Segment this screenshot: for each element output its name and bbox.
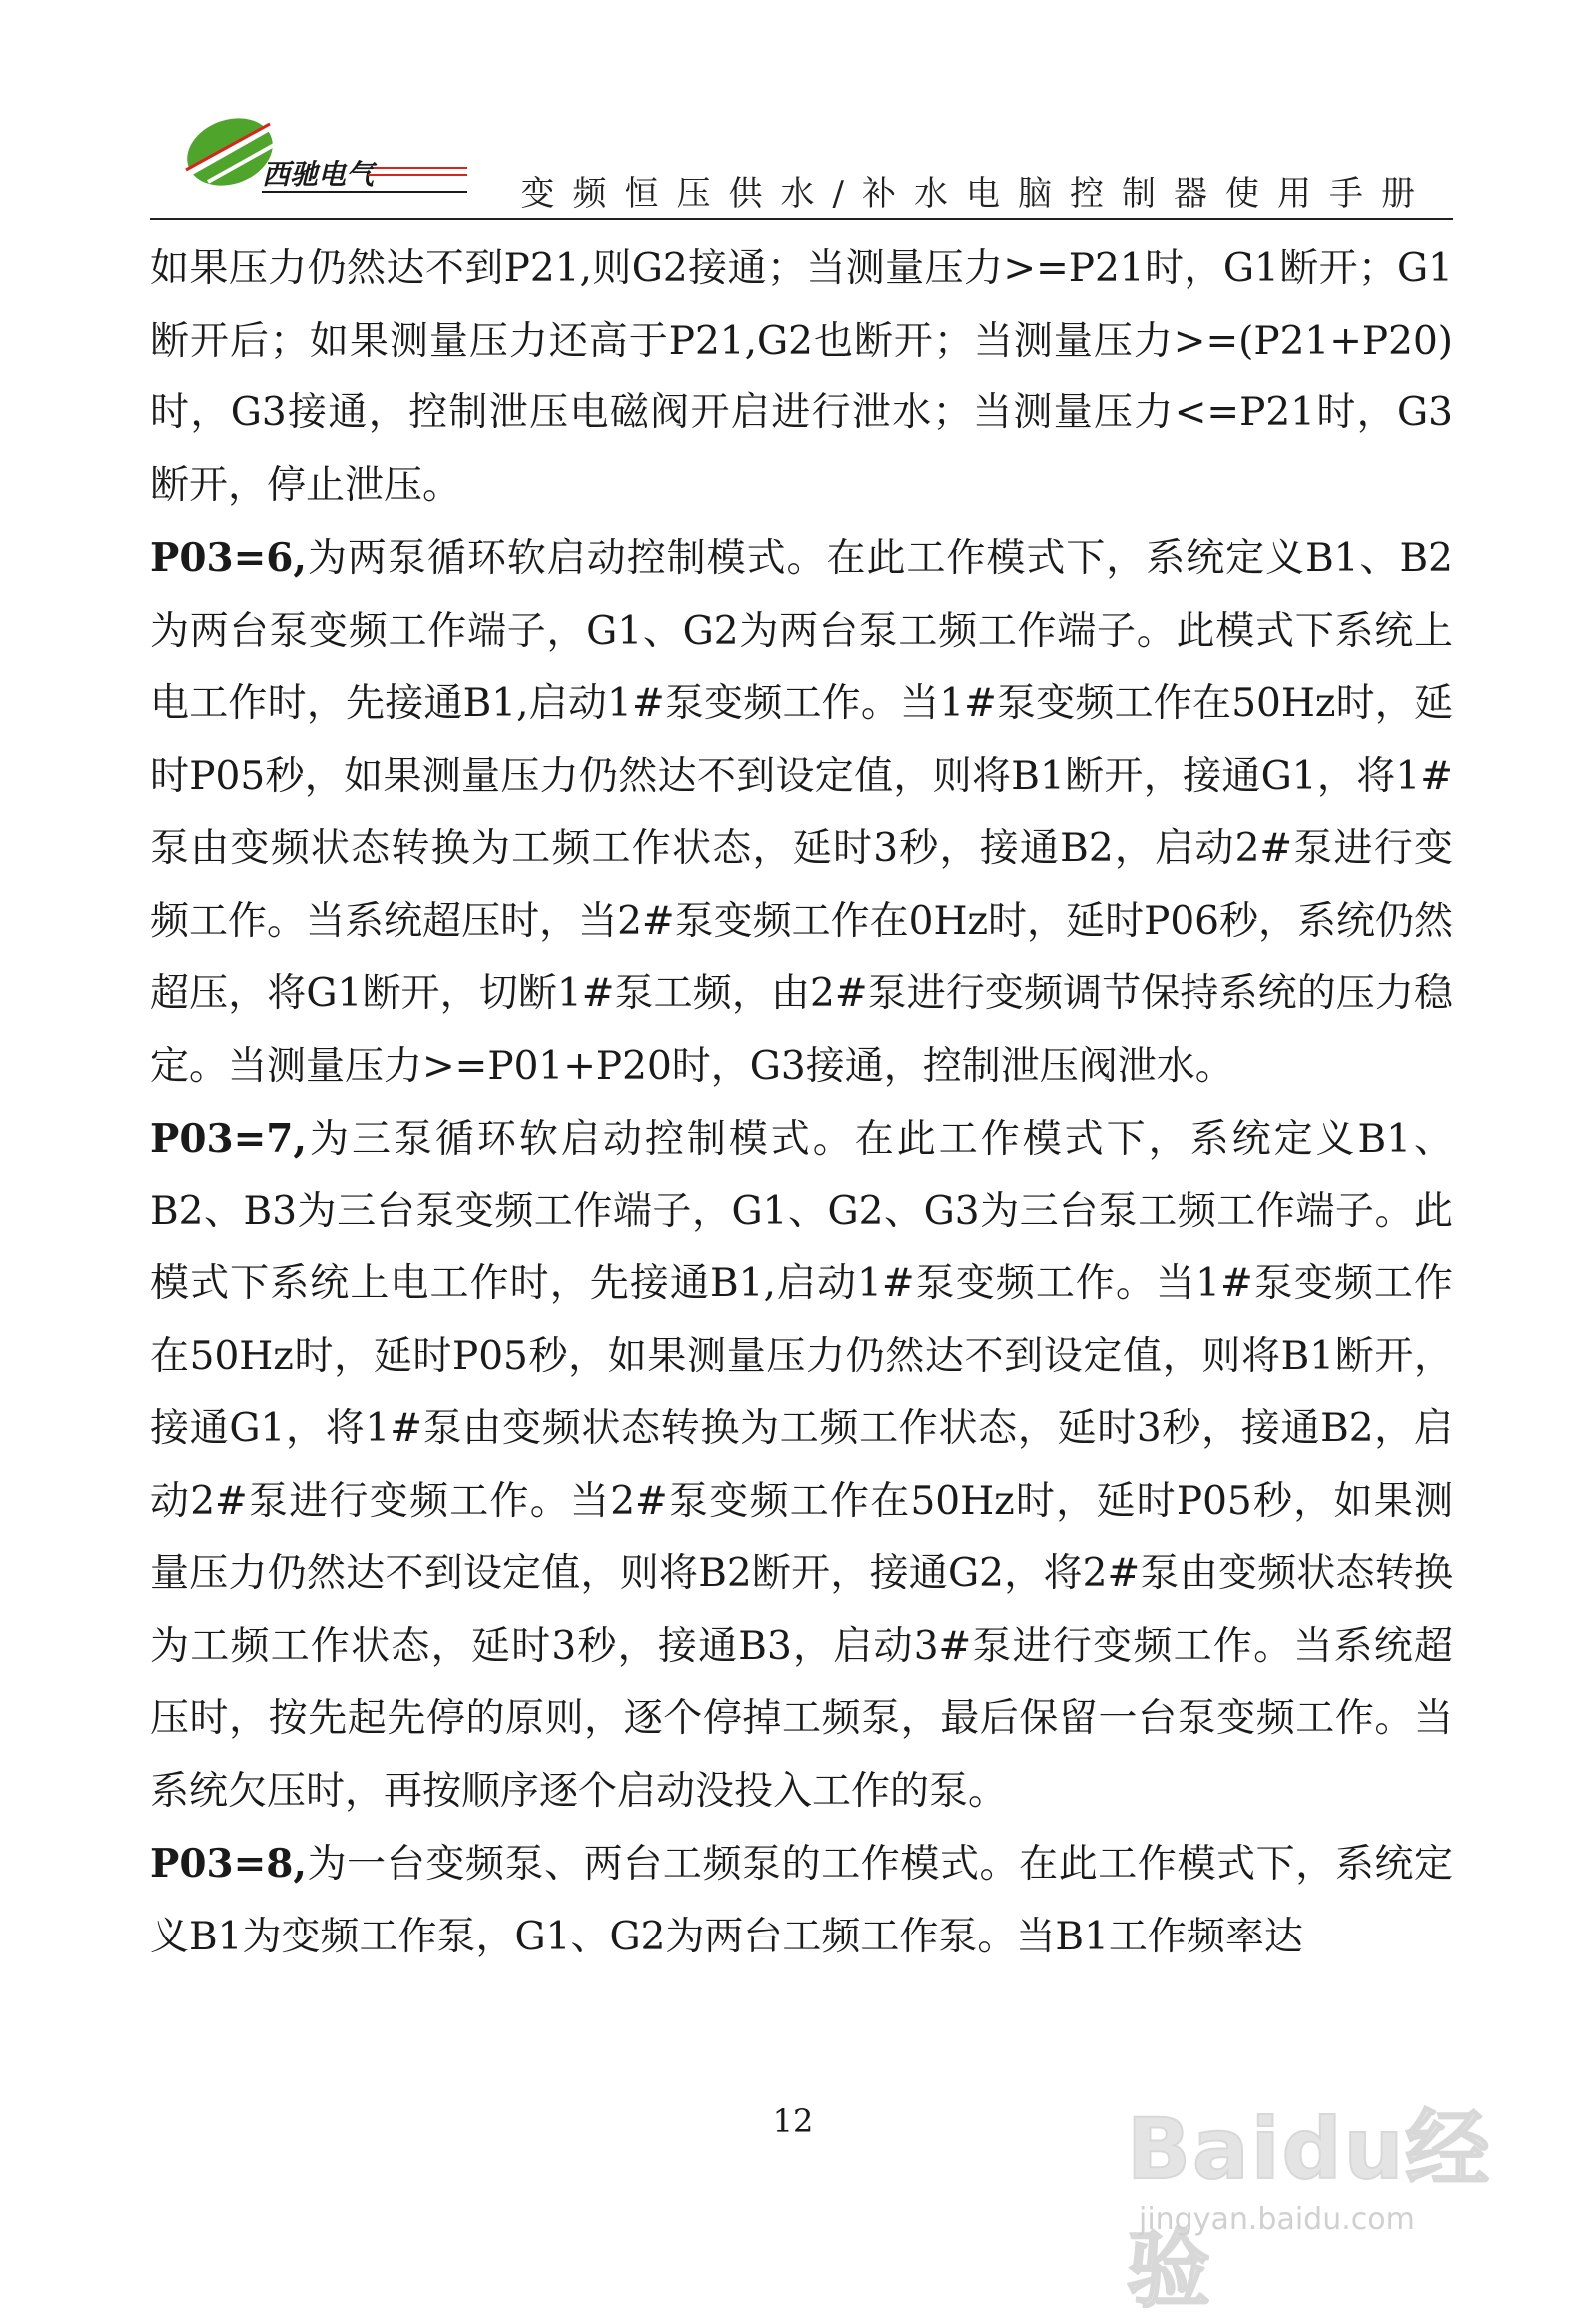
paragraph-mode-7 xyxy=(150,1103,1453,1828)
paragraph-lead: P03=8, xyxy=(150,1841,307,1887)
logo-text: 西驰电气 xyxy=(262,158,375,191)
page-header xyxy=(150,100,1453,225)
watermark-brand: Baidu经验 xyxy=(1127,2100,1492,2319)
paragraph-mode-8 xyxy=(150,1828,1453,1973)
company-logo xyxy=(178,104,477,204)
paragraph-text: 为一台变频泵、两台工频泵的工作模式。在此工作模式下，系统定义B1为变频工作泵，G1、G2为两台工频工作泵。当B1工作频率达 xyxy=(150,1842,1453,1959)
paragraph-mode-6 xyxy=(150,522,1453,1103)
paragraph-text: 为三泵循环软启动控制模式。在此工作模式下，系统定义B1、B2、B3为三台泵变频工作端子，G1、G2、G3为三台泵工频工作端子。此模式下系统上电工作时，先接通B1,启动1#泵变频工作。当1#泵变频工作在50Hz时，延时P05秒，如果测量压力仍然达不到设定值，则将B1断开，接通G1，将1#泵由变频状态转换为工频工作状态，延时3秒，接通B2，启动2#泵进行变频工作。当2#泵变频工作在50Hz时，延时P05秒，如果测量压力仍然达不到设定值，则将B2断开，接通G2，将2#泵由变频状态转换为工频工作状态，延时3秒，接通B3，启动3#泵进行变频工作。当系统超压时，按先起先停的原则，逐个停掉工频泵，最后保留一台泵变频工作。当系统欠压时，再按顺序逐个启动没投入工作的泵。 xyxy=(150,1117,1453,1814)
paragraph-text: 为两泵循环软启动控制模式。在此工作模式下，系统定义B1、B2为两台泵变频工作端子，G1、G2为两台泵工频工作端子。此模式下系统上电工作时，先接通B1,启动1#泵变频工作。当1#泵变频工作在50Hz时，延时P05秒，如果测量压力仍然达不到设定值，则将B1断开，接通G1，将1#泵由变频状态转换为工频工作状态，延时3秒，接通B2，启动2#泵进行变频工作。当系统超压时，当2#泵变频工作在0Hz时，延时P06秒，系统仍然超压，将G1断开，切断1#泵工频，由2#泵进行变频调节保持系统的压力稳定。当测量压力>=P01+P20时，G3接通，控制泄压阀泄水。 xyxy=(150,536,1453,1089)
page-number: 12 xyxy=(772,2102,814,2140)
manual-title: 变频恒压供水/补水电脑控制器使用手册 xyxy=(520,174,1433,214)
body-text xyxy=(150,232,1453,1973)
paragraph-lead: P03=6, xyxy=(150,535,307,581)
paragraph-lead: P03=7, xyxy=(150,1116,307,1162)
paragraph-continued xyxy=(150,232,1453,522)
paragraph-text: 如果压力仍然达不到P21,则G2接通；当测量压力>=P21时，G1断开；G1断开后；如果测量压力还高于P21,G2也断开；当测量压力>=(P21+P20)时，G3接通，控制泄压电磁阀开启进行泄水；当测量压力<=P21时，G3断开，停止泄压。 xyxy=(150,246,1453,508)
watermark-url: jingyan.baidu.com xyxy=(1139,2202,1415,2237)
header-divider xyxy=(150,218,1453,220)
baidu-watermark xyxy=(1127,2082,1556,2319)
